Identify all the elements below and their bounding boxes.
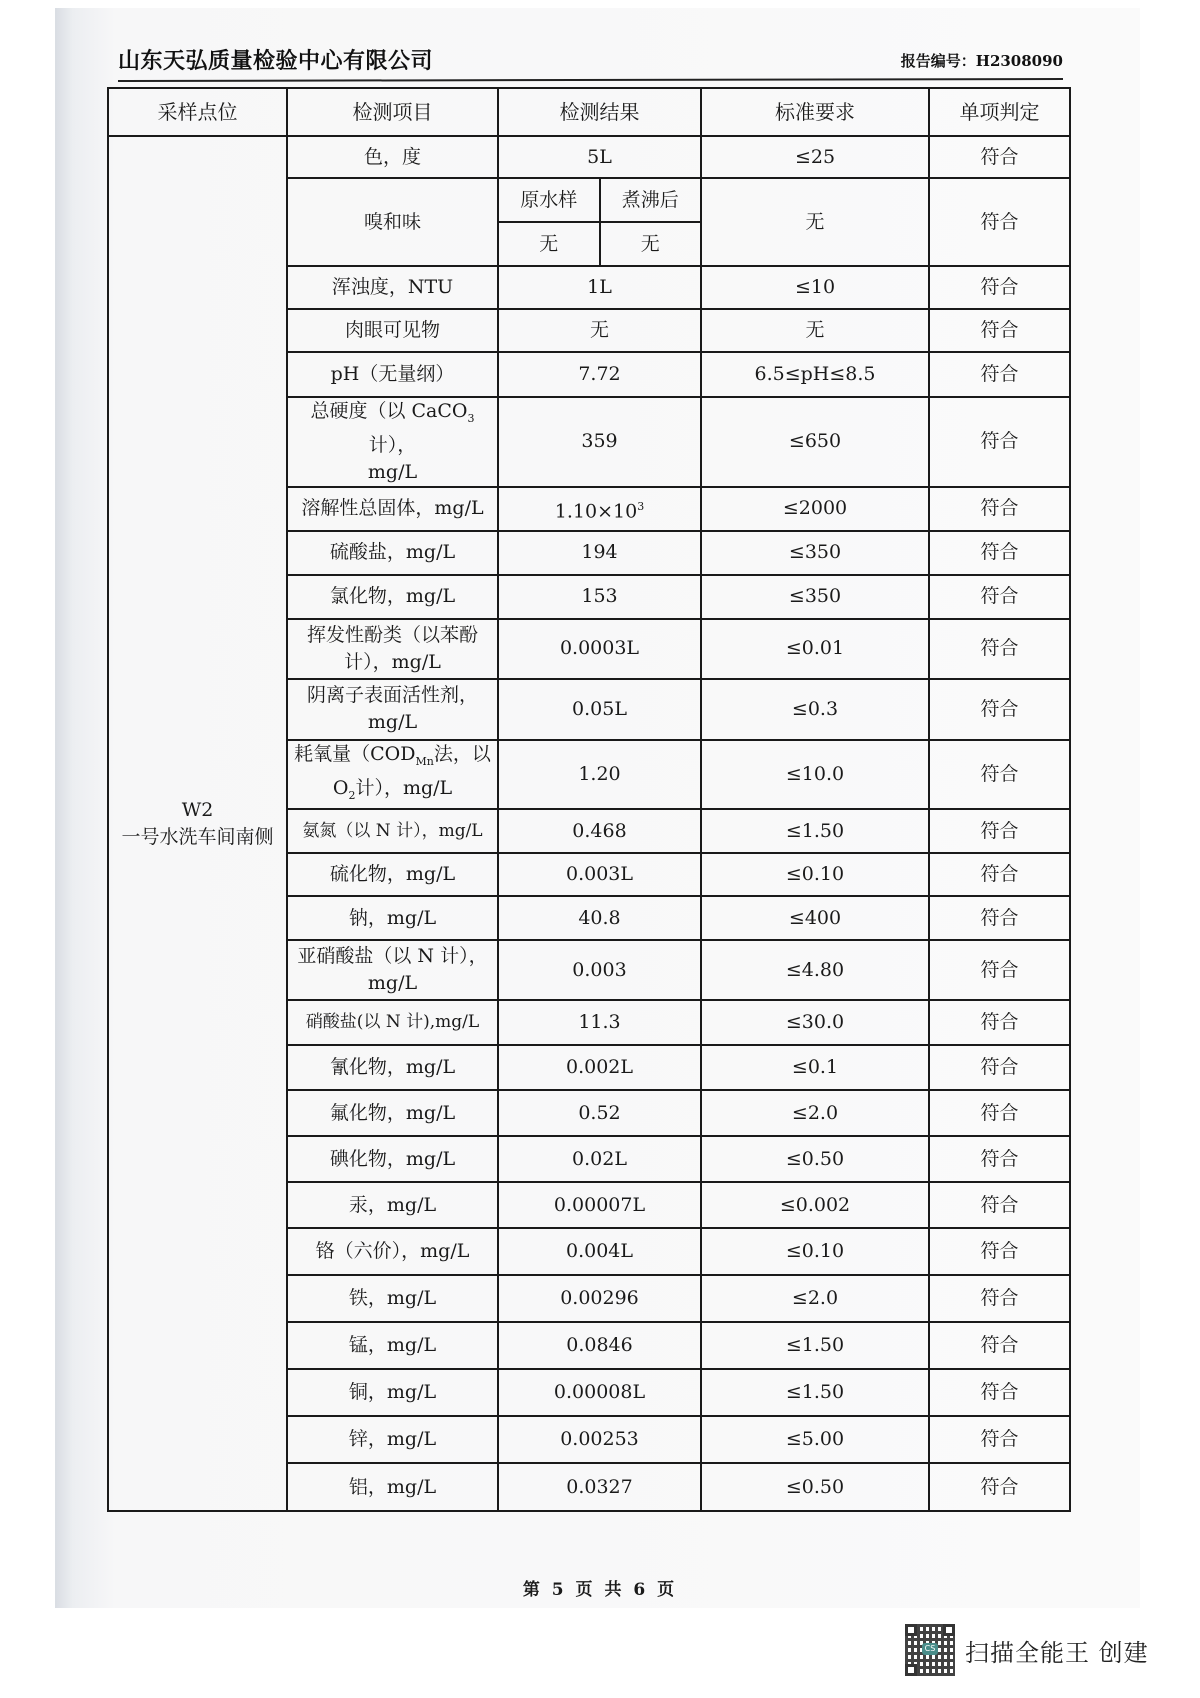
verdict: 符合 [929, 1322, 1070, 1369]
odor-result-raw: 无 [499, 223, 601, 265]
test-item: 嗅和味 [287, 178, 498, 266]
test-item: 硫化物，mg/L [287, 853, 498, 896]
test-item: 肉眼可见物 [287, 309, 498, 352]
test-result: 0.00253 [498, 1416, 701, 1463]
test-item: 溶解性总固体，mg/L [287, 487, 498, 531]
test-item: 铬（六价），mg/L [287, 1228, 498, 1275]
test-result [498, 487, 701, 531]
standard-requirement: 无 [701, 178, 929, 266]
sampling-point-cell [108, 136, 287, 1511]
verdict: 符合 [929, 1045, 1070, 1090]
standard-requirement: ≤5.00 [701, 1416, 929, 1463]
standard-requirement: ≤2.0 [701, 1090, 929, 1136]
page-number: 第 5 页 共 6 页 [522, 1580, 678, 1600]
odor-subheader-cell [498, 178, 701, 222]
test-item-text: 耗氧量（COD [294, 742, 416, 765]
test-item-text: O [332, 776, 349, 799]
odor-result-boiled: 无 [640, 232, 660, 255]
qr-corner [905, 1624, 917, 1636]
test-result: 194 [498, 531, 701, 575]
standard-requirement: 无 [701, 309, 929, 352]
test-result: 7.72 [498, 352, 701, 397]
standard-requirement: ≤0.3 [701, 679, 929, 740]
test-item-unit: 计），mg/L [355, 776, 453, 799]
test-item: 色，度 [287, 136, 498, 178]
company-name: 山东天弘质量检验中心有限公司 [118, 49, 434, 74]
test-result: 11.3 [498, 1000, 701, 1045]
test-result: 0.00008L [498, 1369, 701, 1416]
test-item-unit: 计），mg/L [344, 650, 441, 673]
test-result: 5L [498, 136, 701, 178]
camscanner-logo-icon: CS [922, 1643, 938, 1655]
test-item: 锰，mg/L [287, 1322, 498, 1369]
test-result: 0.02L [498, 1136, 701, 1182]
test-item [287, 397, 498, 487]
standard-requirement: ≤1.50 [701, 1322, 929, 1369]
standard-requirement: ≤0.002 [701, 1182, 929, 1228]
test-result: 0.0846 [498, 1322, 701, 1369]
col-header-verdict: 单项判定 [929, 88, 1070, 136]
verdict: 符合 [929, 619, 1070, 679]
test-item: 氨氮（以 N 计），mg/L [287, 809, 498, 853]
test-item-unit: mg/L [367, 972, 418, 995]
verdict: 符合 [929, 309, 1070, 352]
standard-requirement: ≤0.1 [701, 1045, 929, 1090]
test-result: 1.20 [498, 740, 701, 810]
test-item: 铁，mg/L [287, 1275, 498, 1322]
standard-requirement: ≤4.80 [701, 940, 929, 1000]
verdict: 符合 [929, 266, 1070, 309]
sampling-point-name: 一号水洗车间南侧 [121, 825, 274, 848]
standard-requirement: ≤0.50 [701, 1136, 929, 1182]
verdict: 符合 [929, 1228, 1070, 1275]
test-result: 0.00296 [498, 1275, 701, 1322]
standard-requirement: ≤25 [701, 136, 929, 178]
col-header-sampling-point: 采样点位 [108, 88, 287, 136]
test-item: 氯化物，mg/L [287, 575, 498, 619]
standard-requirement: ≤1.50 [701, 1369, 929, 1416]
standard-requirement: ≤400 [701, 896, 929, 940]
test-item: 钠，mg/L [287, 896, 498, 940]
test-result: 0.003L [498, 853, 701, 896]
test-item-text: 阴离子表面活性剂， [306, 684, 478, 707]
test-item-text: 计）， [368, 433, 417, 456]
test-item-text: 亚硝酸盐（以 N 计）， [297, 945, 488, 968]
camscanner-watermark [905, 1624, 1149, 1676]
standard-requirement: ≤0.01 [701, 619, 929, 679]
standard-requirement: 6.5≤pH≤8.5 [701, 352, 929, 397]
sampling-point-code: W2 [181, 798, 214, 821]
verdict: 符合 [929, 1182, 1070, 1228]
report-header [118, 44, 1063, 80]
test-result: 0.00007L [498, 1182, 701, 1228]
test-result: 0.004L [498, 1228, 701, 1275]
odor-result-cell [498, 222, 701, 266]
standard-requirement: ≤10 [701, 266, 929, 309]
verdict: 符合 [929, 1136, 1070, 1182]
verdict: 符合 [929, 1275, 1070, 1322]
standard-requirement: ≤0.10 [701, 1228, 929, 1275]
standard-requirement: ≤2000 [701, 487, 929, 531]
standard-requirement: ≤650 [701, 397, 929, 487]
qr-corner [943, 1624, 955, 1636]
standard-requirement: ≤0.50 [701, 1463, 929, 1511]
col-header-result: 检测结果 [498, 88, 701, 136]
test-result: 0.003 [498, 940, 701, 1000]
table-row [108, 136, 1070, 178]
test-item-text: 挥发性酚类（以苯酚 [306, 623, 478, 646]
test-item: 锌，mg/L [287, 1416, 498, 1463]
standard-requirement: ≤1.50 [701, 809, 929, 853]
test-item [287, 940, 498, 1000]
test-result: 0.0003L [498, 619, 701, 679]
col-header-test-item: 检测项目 [287, 88, 498, 136]
watermark-text: 扫描全能王 创建 [965, 1638, 1149, 1667]
standard-requirement: ≤0.10 [701, 853, 929, 896]
test-item: pH（无量纲） [287, 352, 498, 397]
standard-requirement: ≤350 [701, 531, 929, 575]
odor-subheader-raw: 原水样 [499, 179, 601, 221]
verdict: 符合 [929, 575, 1070, 619]
standard-requirement: ≤350 [701, 575, 929, 619]
test-item: 铜，mg/L [287, 1369, 498, 1416]
verdict: 符合 [929, 178, 1070, 266]
verdict: 符合 [929, 531, 1070, 575]
test-result: 0.05L [498, 679, 701, 740]
verdict: 符合 [929, 487, 1070, 531]
test-item: 铝，mg/L [287, 1463, 498, 1511]
standard-requirement: ≤10.0 [701, 740, 929, 810]
test-result: 1L [498, 266, 701, 309]
test-item: 硫酸盐，mg/L [287, 531, 498, 575]
test-item-unit: mg/L [367, 460, 418, 483]
test-item [287, 619, 498, 679]
test-item [287, 740, 498, 810]
test-result: 0.52 [498, 1090, 701, 1136]
qr-code-icon [905, 1624, 955, 1676]
verdict: 符合 [929, 896, 1070, 940]
result-base: 1.10×10 [554, 499, 638, 522]
test-item: 硝酸盐(以 N 计),mg/L [287, 1000, 498, 1045]
test-item-text: 法，以 [433, 742, 491, 765]
qr-corner [905, 1664, 917, 1676]
verdict: 符合 [929, 1090, 1070, 1136]
test-item: 氰化物，mg/L [287, 1045, 498, 1090]
test-item: 汞，mg/L [287, 1182, 498, 1228]
test-item-unit: mg/L [367, 711, 418, 734]
test-result: 359 [498, 397, 701, 487]
report-number-value: H2308090 [975, 52, 1063, 70]
test-result: 0.468 [498, 809, 701, 853]
test-results-table [107, 87, 1071, 1512]
subscript: Mn [415, 754, 434, 768]
report-number-label: 报告编号： [900, 52, 976, 70]
verdict: 符合 [929, 1416, 1070, 1463]
odor-subheader-boiled: 煮沸后 [621, 188, 679, 211]
verdict: 符合 [929, 1463, 1070, 1511]
test-result: 153 [498, 575, 701, 619]
verdict: 符合 [929, 397, 1070, 487]
verdict: 符合 [929, 940, 1070, 1000]
subscript: 2 [348, 788, 356, 802]
verdict: 符合 [929, 679, 1070, 740]
verdict: 符合 [929, 1000, 1070, 1045]
test-result: 0.0327 [498, 1463, 701, 1511]
superscript: 3 [637, 499, 645, 513]
verdict: 符合 [929, 853, 1070, 896]
test-result: 无 [498, 309, 701, 352]
test-result: 0.002L [498, 1045, 701, 1090]
col-header-standard: 标准要求 [701, 88, 929, 136]
verdict: 符合 [929, 809, 1070, 853]
standard-requirement: ≤2.0 [701, 1275, 929, 1322]
report-number [901, 50, 1063, 71]
verdict: 符合 [929, 352, 1070, 397]
verdict: 符合 [929, 740, 1070, 810]
standard-requirement: ≤30.0 [701, 1000, 929, 1045]
test-item [287, 679, 498, 740]
verdict: 符合 [929, 1369, 1070, 1416]
test-item-text: 总硬度（以 CaCO [310, 400, 468, 422]
test-item: 浑浊度，NTU [287, 266, 498, 309]
table-header-row [108, 88, 1070, 136]
verdict: 符合 [929, 136, 1070, 178]
test-item: 氟化物，mg/L [287, 1090, 498, 1136]
test-result: 40.8 [498, 896, 701, 940]
test-item: 碘化物，mg/L [287, 1136, 498, 1182]
subscript: 3 [467, 411, 475, 425]
